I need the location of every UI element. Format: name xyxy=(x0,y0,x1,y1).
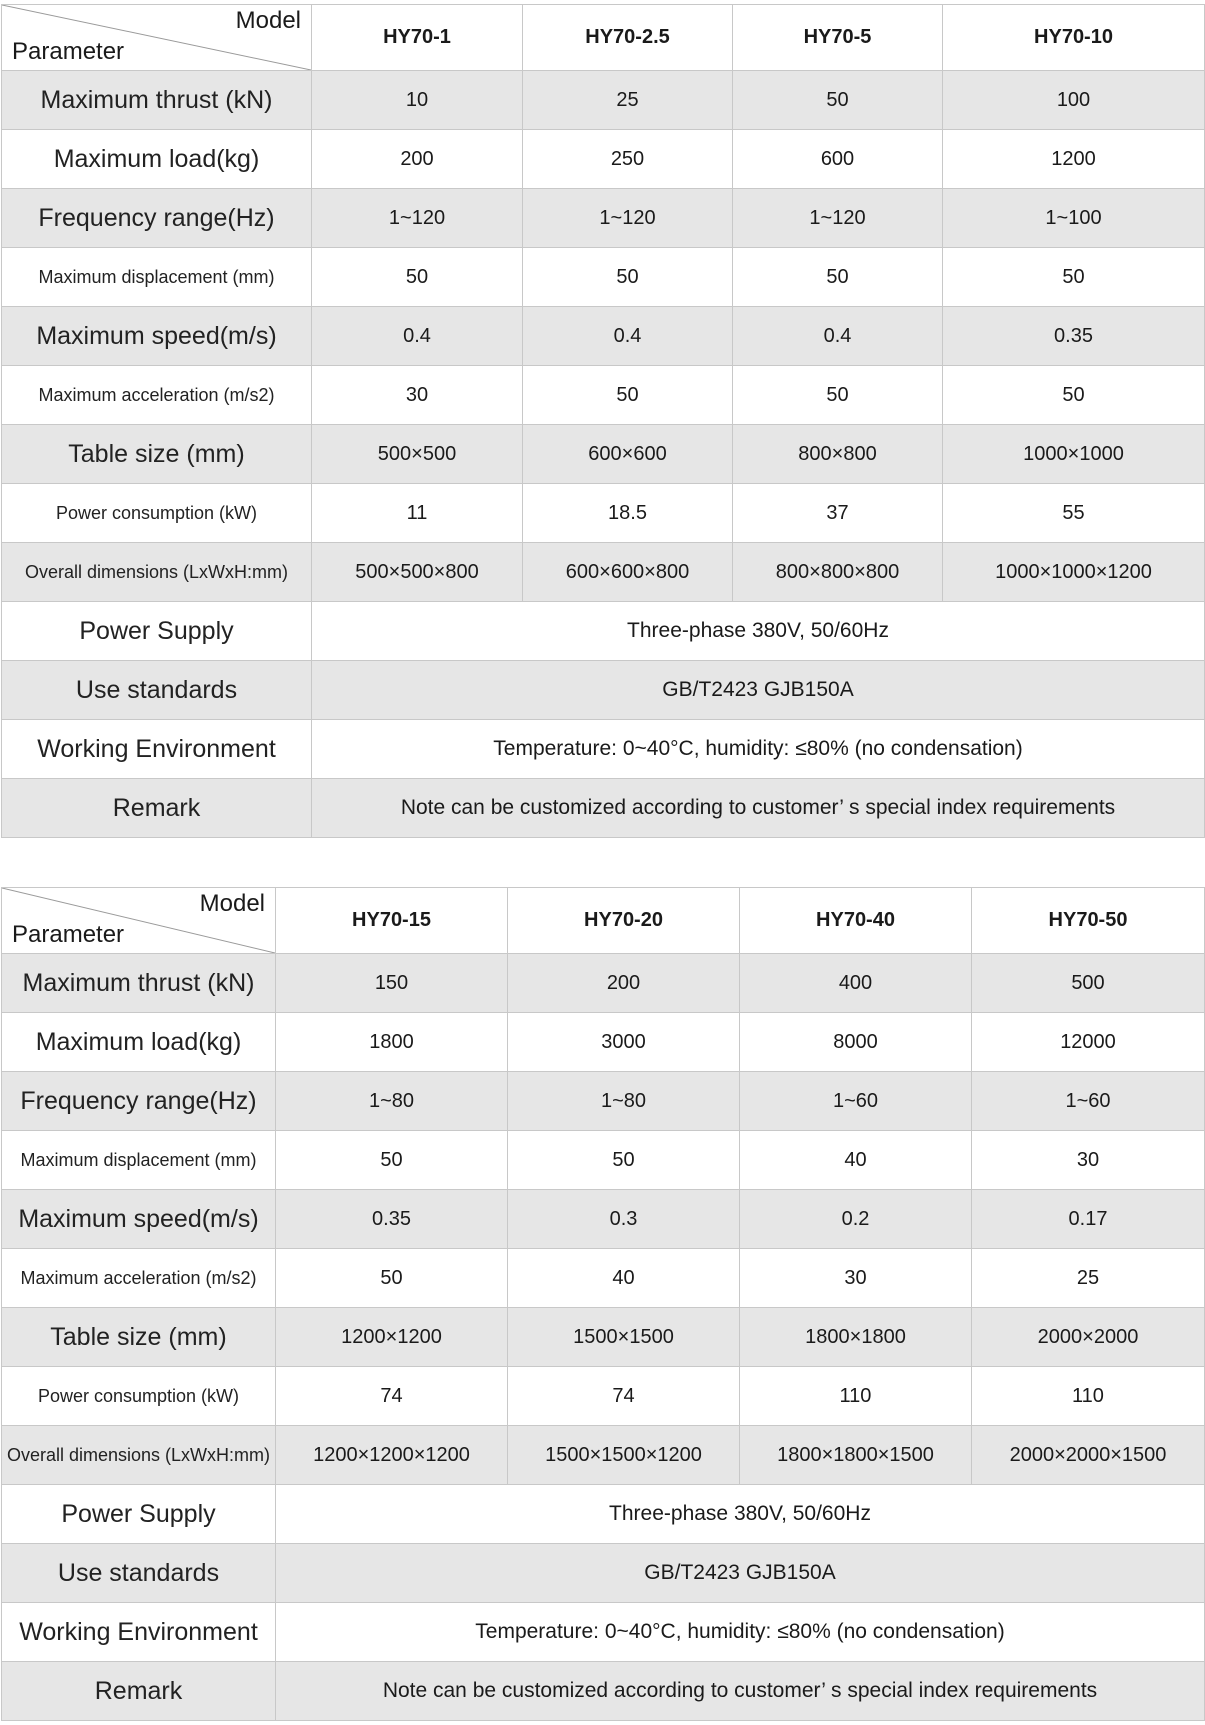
param-label: Maximum acceleration (m/s2) xyxy=(2,1249,276,1308)
param-label: Frequency range(Hz) xyxy=(2,1072,276,1131)
table-row xyxy=(2,543,1205,602)
param-label: Maximum speed(m/s) xyxy=(2,307,312,366)
table-row xyxy=(2,1249,1205,1308)
value-cell: 0.35 xyxy=(943,307,1205,366)
param-label: Maximum displacement (mm) xyxy=(2,1131,276,1190)
value-cell: 500 xyxy=(972,954,1205,1013)
value-cell: 250 xyxy=(523,130,733,189)
value-cell: 10 xyxy=(312,71,523,130)
value-cell: 110 xyxy=(972,1367,1205,1426)
value-cell: 25 xyxy=(523,71,733,130)
table-row xyxy=(2,248,1205,307)
span-row xyxy=(2,1485,1205,1544)
model-header: HY70-5 xyxy=(733,5,943,71)
value-cell: 1800×1800 xyxy=(740,1308,972,1367)
param-label: Use standards xyxy=(2,661,312,720)
value-cell: 200 xyxy=(508,954,740,1013)
span-row xyxy=(2,720,1205,779)
model-header: HY70-50 xyxy=(972,888,1205,954)
span-value: Three-phase 380V, 50/60Hz xyxy=(312,602,1205,661)
corner-parameter-label: Parameter xyxy=(12,38,125,65)
table-row xyxy=(2,1013,1205,1072)
value-cell: 0.4 xyxy=(523,307,733,366)
span-row xyxy=(2,779,1205,838)
param-label: Frequency range(Hz) xyxy=(2,189,312,248)
value-cell: 50 xyxy=(312,248,523,307)
model-header: HY70-15 xyxy=(276,888,508,954)
span-row xyxy=(2,661,1205,720)
value-cell: 100 xyxy=(943,71,1205,130)
model-header: HY70-20 xyxy=(508,888,740,954)
value-cell: 1~80 xyxy=(276,1072,508,1131)
param-label: Remark xyxy=(2,779,312,838)
corner-model-label: Model xyxy=(199,890,265,917)
span-row xyxy=(2,1662,1205,1721)
param-label: Maximum displacement (mm) xyxy=(2,248,312,307)
corner-cell xyxy=(2,5,312,71)
header-row xyxy=(2,5,1205,71)
value-cell: 1000×1000 xyxy=(943,425,1205,484)
spec-table-2 xyxy=(1,887,1205,1721)
span-value: GB/T2423 GJB150A xyxy=(312,661,1205,720)
param-label: Maximum thrust (kN) xyxy=(2,71,312,130)
param-label: Maximum acceleration (m/s2) xyxy=(2,366,312,425)
span-value: Note can be customized according to customer’ s special index requirements xyxy=(312,779,1205,838)
value-cell: 50 xyxy=(508,1131,740,1190)
value-cell: 0.4 xyxy=(733,307,943,366)
param-label: Maximum speed(m/s) xyxy=(2,1190,276,1249)
value-cell: 50 xyxy=(276,1249,508,1308)
value-cell: 50 xyxy=(943,248,1205,307)
table-row xyxy=(2,484,1205,543)
corner-cell xyxy=(2,888,276,954)
model-header: HY70-40 xyxy=(740,888,972,954)
value-cell: 200 xyxy=(312,130,523,189)
value-cell: 0.3 xyxy=(508,1190,740,1249)
value-cell: 110 xyxy=(740,1367,972,1426)
model-header: HY70-10 xyxy=(943,5,1205,71)
value-cell: 1~120 xyxy=(523,189,733,248)
table-row xyxy=(2,954,1205,1013)
value-cell: 1500×1500 xyxy=(508,1308,740,1367)
value-cell: 40 xyxy=(740,1131,972,1190)
value-cell: 0.17 xyxy=(972,1190,1205,1249)
value-cell: 8000 xyxy=(740,1013,972,1072)
value-cell: 1~120 xyxy=(312,189,523,248)
value-cell: 50 xyxy=(943,366,1205,425)
table-row xyxy=(2,1131,1205,1190)
span-value: Temperature: 0~40°C, humidity: ≤80% (no condensation) xyxy=(312,720,1205,779)
value-cell: 0.2 xyxy=(740,1190,972,1249)
table-row xyxy=(2,1190,1205,1249)
span-value: GB/T2423 GJB150A xyxy=(276,1544,1205,1603)
value-cell: 74 xyxy=(508,1367,740,1426)
header-row xyxy=(2,888,1205,954)
param-label: Maximum load(kg) xyxy=(2,130,312,189)
table-row xyxy=(2,71,1205,130)
value-cell: 800×800 xyxy=(733,425,943,484)
corner-parameter-label: Parameter xyxy=(12,921,125,948)
param-label: Remark xyxy=(2,1662,276,1721)
param-label: Working Environment xyxy=(2,720,312,779)
value-cell: 55 xyxy=(943,484,1205,543)
table-row xyxy=(2,1367,1205,1426)
param-label: Overall dimensions (LxWxH:mm) xyxy=(2,1426,276,1485)
value-cell: 400 xyxy=(740,954,972,1013)
param-label: Power Supply xyxy=(2,1485,276,1544)
value-cell: 50 xyxy=(523,366,733,425)
span-row xyxy=(2,1603,1205,1662)
span-row xyxy=(2,602,1205,661)
param-label: Use standards xyxy=(2,1544,276,1603)
value-cell: 500×500×800 xyxy=(312,543,523,602)
value-cell: 1500×1500×1200 xyxy=(508,1426,740,1485)
value-cell: 1~80 xyxy=(508,1072,740,1131)
span-value: Temperature: 0~40°C, humidity: ≤80% (no condensation) xyxy=(276,1603,1205,1662)
span-row xyxy=(2,1544,1205,1603)
param-label: Table size (mm) xyxy=(2,1308,276,1367)
value-cell: 600 xyxy=(733,130,943,189)
value-cell: 600×600×800 xyxy=(523,543,733,602)
table-row xyxy=(2,1308,1205,1367)
value-cell: 2000×2000 xyxy=(972,1308,1205,1367)
value-cell: 1~120 xyxy=(733,189,943,248)
value-cell: 1~100 xyxy=(943,189,1205,248)
value-cell: 3000 xyxy=(508,1013,740,1072)
param-label: Maximum load(kg) xyxy=(2,1013,276,1072)
model-header: HY70-2.5 xyxy=(523,5,733,71)
span-value: Note can be customized according to customer’ s special index requirements xyxy=(276,1662,1205,1721)
table-row xyxy=(2,366,1205,425)
value-cell: 50 xyxy=(276,1131,508,1190)
value-cell: 50 xyxy=(733,71,943,130)
value-cell: 150 xyxy=(276,954,508,1013)
param-label: Power Supply xyxy=(2,602,312,661)
value-cell: 25 xyxy=(972,1249,1205,1308)
table-row xyxy=(2,425,1205,484)
value-cell: 50 xyxy=(733,366,943,425)
value-cell: 18.5 xyxy=(523,484,733,543)
corner-model-label: Model xyxy=(235,7,301,34)
value-cell: 1~60 xyxy=(972,1072,1205,1131)
value-cell: 74 xyxy=(276,1367,508,1426)
value-cell: 12000 xyxy=(972,1013,1205,1072)
value-cell: 1200×1200×1200 xyxy=(276,1426,508,1485)
value-cell: 1000×1000×1200 xyxy=(943,543,1205,602)
model-header: HY70-1 xyxy=(312,5,523,71)
value-cell: 0.35 xyxy=(276,1190,508,1249)
value-cell: 800×800×800 xyxy=(733,543,943,602)
value-cell: 2000×2000×1500 xyxy=(972,1426,1205,1485)
param-label: Maximum thrust (kN) xyxy=(2,954,276,1013)
spec-table-1 xyxy=(1,4,1205,838)
value-cell: 40 xyxy=(508,1249,740,1308)
value-cell: 1~60 xyxy=(740,1072,972,1131)
param-label: Working Environment xyxy=(2,1603,276,1662)
table-row xyxy=(2,130,1205,189)
span-value: Three-phase 380V, 50/60Hz xyxy=(276,1485,1205,1544)
value-cell: 0.4 xyxy=(312,307,523,366)
value-cell: 50 xyxy=(523,248,733,307)
table-row xyxy=(2,189,1205,248)
table-row xyxy=(2,1426,1205,1485)
value-cell: 30 xyxy=(740,1249,972,1308)
value-cell: 1800×1800×1500 xyxy=(740,1426,972,1485)
value-cell: 30 xyxy=(972,1131,1205,1190)
value-cell: 1200 xyxy=(943,130,1205,189)
param-label: Overall dimensions (LxWxH:mm) xyxy=(2,543,312,602)
param-label: Table size (mm) xyxy=(2,425,312,484)
param-label: Power consumption (kW) xyxy=(2,1367,276,1426)
value-cell: 500×500 xyxy=(312,425,523,484)
value-cell: 11 xyxy=(312,484,523,543)
value-cell: 600×600 xyxy=(523,425,733,484)
table-row xyxy=(2,307,1205,366)
value-cell: 30 xyxy=(312,366,523,425)
table-row xyxy=(2,1072,1205,1131)
value-cell: 1800 xyxy=(276,1013,508,1072)
value-cell: 1200×1200 xyxy=(276,1308,508,1367)
param-label: Power consumption (kW) xyxy=(2,484,312,543)
value-cell: 50 xyxy=(733,248,943,307)
value-cell: 37 xyxy=(733,484,943,543)
